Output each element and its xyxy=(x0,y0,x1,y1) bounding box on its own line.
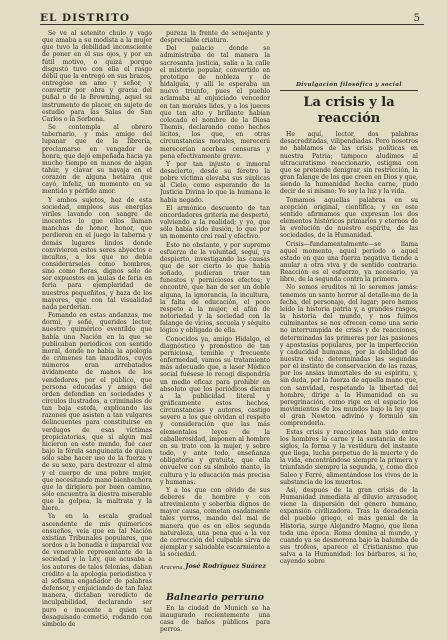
paragraph: Tomamos aquellas palabras en su acepción original, científica; y en este sentido afirmamos que expresan los dos elementos históricos primarios y eternos de la evolución de nuestro espíritu, de las sociedades, de la Humanidad. xyxy=(280,196,418,240)
page-header xyxy=(40,6,420,24)
paragraph: Fomando en estas andanzas, me dormí, y soñé, queridos lector, nuestro quimérico eventíldo que había una Nación en la que se publicaban periódicos con sentido moral, donde no había la apología de crímenes tan inauditos, cuyos números eran arrebatados ávidamente de manos de los vendedores, por el público, que persona educadas y amigo del orden defendían en sociedades y círculos ilustrados, a criminales de tan baja estofa, explicando las razones que asisten a tan vulgares delincuentes para constituirse en verdugos de esas víctimas propiciatorias, que si algún mal hicieron en este mundo, fué caer bajo la férula sanguinaria de quien sólo sabe hacer uso de la fuerza y de su sexo, para destrozar el alma y el cuerpo de una pobre mujer, que necesitando mano bienhechora que la dirigiera por buen camino, sólo encuentra la diestra miserable que la golpea, la maltrata y la hiere. xyxy=(42,312,152,513)
paragraph: pureza la frente de semejante y despreciable criatura. xyxy=(160,30,270,45)
page-number: 5 xyxy=(413,13,420,24)
publication-title: EL DISTRITO xyxy=(40,12,131,24)
paragraph: Se contempla al obrero tabernario, y más amigo del lupanar que de la librería, proclamarse en vengador de honra, que dejó empeñada hacia ya mucho tiempo en manos de algún tahúr, y clavar su navaja en el corazón de alguna hetaira que cayó, infeliz, un momento en su mentido y pérfido amor. xyxy=(42,124,152,196)
paragraph: Y a los que con olvido de sus deberes de hombre y con atrevimiento y soberbia dignos de mayor causa, cometan osadamente tales yerros, mando del mal de manera que es en ellos segunda naturaleza, una pena que a la vez de corrección del culpable sirva de ejemplar y saludable escarmiento a la sociedad. xyxy=(160,486,270,559)
paragraph: Así, después de la gran crisis de la Humanidad inmediata al diluvio arrasador, viene la dispersión del género humano, expansión civilizadora. Tras la decadencia del pueblo griego, el más genial de la Historia, surge Alejandro Magno, que llena toda una época. Roma domina al mundo, y cuando ya se desmorona bajo la balumba de sus trofeos, aparece el Cristianismo que salva a la Humanidad: los bárbaros, si no, cayendo sobre xyxy=(280,486,418,566)
paragraph: Se ve al setenito chulo y vago que amaba a su modista a la mujer que tuvo la debilidad inconsciente de poner en él sus ojos, y por un fútil motivo, o quizá porque disgustó tuvo con ella el rasgo débil que la entregó en sus brazos, entregóse en amo y señor, y convertir por obra y gracia del puñal o de la Browning, aquel su instrumento de placer, en sujeto de estudio para las Salas de San Carlos o la Sorbona. xyxy=(42,30,152,123)
paragraph: He aquí, lector, dos palabras desacreditadas, vilipendiadas. Pero nosotros no hablamos de las crisis políticas en nuestra Patria; tampoco aludimos al ultracuratismo reaccionario, estigma con que se pretende denigrar, sin restricción, la gran falange de los que creen en Dios y que, siendo la humanidad hecha carne, pudo decir de sí mismo: Yo soy la luz y la vida. xyxy=(280,131,418,196)
column-1 xyxy=(42,30,152,628)
balneario-title: Balneario perruno xyxy=(165,592,264,603)
balneario-body xyxy=(160,605,270,634)
paragraph: En la ciudad de Munich se ha inaugurado recientemente una casa de baños públicos para perros. xyxy=(160,605,270,634)
paragraph: Y ambos sujetos, hez de esta sociedad, empleos sus energías viriles lavando con sangre de inocentes lo que ellos llaman manchas de honor, honor, que perdieron en el juego la taberna y demás lugares lindos donde convivieron estos seres abyectos e incultos, a los que no debía considerárseles como hombres, sino como fieras, dignos sólo de ser expuestos en jaulas de feria en feria para ejemplaridad de nuestros pequeñitos, y haza de los mayores, que con tal visualidad nada perderían. xyxy=(42,196,152,311)
column-3 xyxy=(280,30,418,628)
column-2 xyxy=(160,30,270,575)
paragraph: Del palacio donde se administraba de tal manera la sacrosanta justicia, salía a la calle el misterio popular, convertido en prototipo de nobleza y de hidalguía, y allí le esperaba un nuevo triunfo, pues el pueblo aclamaba al enjuiciado vencedor en tan morales lides, y a los jueces que tan alto y brillante habían colocado el nombre de la Diosa Themis, declarando como hechos lícitos, los que, en otras circunstancias morales, merecerá merecerían acerbas censuras y pena efectivamente grave. xyxy=(160,45,270,160)
article-place: Aracena. xyxy=(160,564,185,571)
paragraph: Y por tan injusto e inmoral desacierto, desde su féretro la pobre víctima elevaba sus súplicas al Cielo, como esperando de la Justicia Divina lo que la humana le había negado. xyxy=(160,160,270,204)
section-rule xyxy=(280,90,418,91)
paragraph: Estas crisis y reacciones han sido entre los hombres la carne y la sustancia de los siglos, la forma y la vestidura del instante que llega, lucha perpetua de la muerte y de la vida, encontrándose siempre la primera y triunfando siempre la segunda, y, como dice Saleo y Ferré, alimentándose los vivos de la substancia de los muertos. xyxy=(280,428,418,486)
header-rule xyxy=(40,24,424,25)
balneario-article xyxy=(160,592,270,634)
paragraph: Conocidos ya, amigo Hidalgo, el diagnóstico y pronóstico de tan perniciosa, temible y frecuente enfermedad, vamos su tratamiento más adecuado que, a laser Médico social fuésese lo recogí dispondría un medio eficaz para prohibir en absoluto que los periódicos dieran a la publicidad literal y gráficamente estos hechos, circunstancias y autores, castigo severo a los que olvidan el respeto y consideración que las más elementales leyes de la caballerosidad, imponen al hombre en su trato con la mujer, y sobre todo, y ante todo, enseñanza obligatoria y gratuita, que ella envuelve con su símbolo manto, la cultura y la educación más precisa y humanas. xyxy=(160,335,270,486)
paragraph: Ya en la escala gradual ascendente de mis quimericos ensueños, veía que en tal Nación existían Tribunales populares, que sordos a la bonadía e imparcial voz de venerable representante de la sociedad y la Ley, que acusaba a los autores de tales felonías, daban crédito a la apología periodística y al sofisma engañador de palabras defensor, y enjuiciando de tan falaz manera, dictaban veredicto de inculpabilidad, declarando ser puro e inocente a quien tal desaguisado cometió, rodando con símbolo de xyxy=(42,513,152,628)
paragraph: El armónico descuento de tan encordadores gritería me despertó, volviendo a la realidad; y yo, que sólo había sido ilusión, lo que por un momento creí real y efectivo. xyxy=(160,204,270,241)
article-title: La crisis y la reacción xyxy=(303,95,395,127)
paragraph: No somos eruditos ni lo seremos jamás: tenemos un santo horror al detalle-mo de la fecha, del personaje, del lugar; pero hemos leído la historia patria y, a grandes rasgos, la historia del mundo, y nos fuimos culminantes se nos ofrecen como una serie no interrumpida de crisis y de reacciones, determinadas las primeras por las pasiones y apostasías populares, por la imperfección y caducidad humanas, por la debilidad de nuestra vida; determinadas las segundas por el instinto de conservación de las razas, por los ansias inmortales de su espíritu, y, sin duda, por la fuerza de aquella mano que, con sanvidad, respetando la libertad del hombre, dirige a la Humanidad en su peregrinación, como rige en el espacio los movimientos de los mundos bajo la ley que el gran Newton adivinó y formuló sin comprenderla. xyxy=(280,284,418,428)
paragraph: Crisis—fundamentalmente—se llama aquel momento, aquel período o aquel estado en que una fuerza negativa tiende a anular a otra viva y de sentido contrario. Reacción es el esfuerzo, ya necesario, ya libre, de la segunda contra la primera. xyxy=(280,240,418,284)
paragraph: Esto no obstante, y por supremo esfuerzo de la voluntad, seguí, ya despierto, investigando las causas que de ser cierto lo que había soñado, pudieran traer tan funestos y perniciosos efectos; y encontré, que han de ser un doble alguna, la ignorancia, la incultura, la falta de educación, el poco respeto a la mujer, el afán de notoriedad y la sociedad con la falange de vicios, secuela y séquito lógico y obligado de ella. xyxy=(160,241,270,335)
section-label: Divulgación filosófica y social xyxy=(296,82,402,88)
article-author: José Rodríguez Suárez xyxy=(185,562,266,571)
